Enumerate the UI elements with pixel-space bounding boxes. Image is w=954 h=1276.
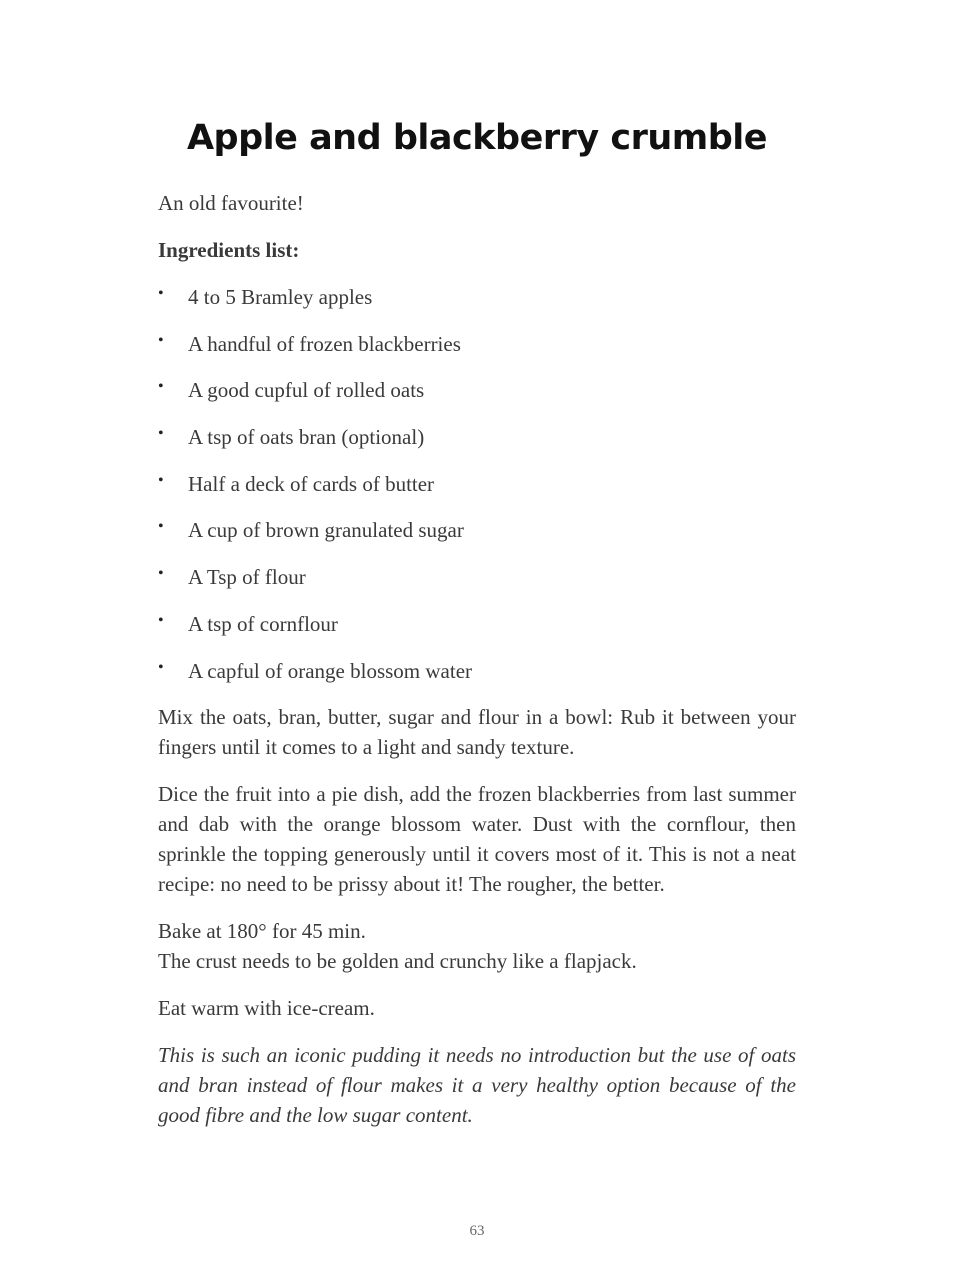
- ingredient-text: A tsp of cornflour: [188, 611, 338, 636]
- bake-line-1: Bake at 180° for 45 min.: [158, 919, 366, 944]
- ingredient-text: A tsp of oats bran (optional): [188, 425, 425, 450]
- bullet-icon: •: [158, 611, 164, 629]
- ingredient-item: [158, 656, 796, 686]
- method-step-1: Mix the oats, bran, butter, sugar and flour in a bowl: Rub it between your fingers until it comes to a light and sandy texture.: [158, 705, 796, 760]
- ingredient-item: [158, 562, 796, 592]
- ingredient-item: [158, 515, 796, 545]
- ingredient-item: [158, 375, 796, 405]
- bullet-icon: •: [158, 331, 164, 349]
- bake-line-2: The crust needs to be golden and crunchy like a flapjack.: [158, 949, 637, 974]
- ingredient-text: A capful of orange blossom water: [188, 658, 473, 683]
- ingredient-item: [158, 609, 796, 639]
- ingredient-item: [158, 282, 796, 312]
- bullet-icon: •: [158, 518, 164, 536]
- ingredient-text: A Tsp of flour: [188, 565, 306, 590]
- serving-suggestion: Eat warm with ice-cream.: [158, 996, 375, 1021]
- recipe-intro: An old favourite!: [158, 191, 304, 215]
- ingredient-text: A cup of brown granulated sugar: [188, 518, 464, 543]
- recipe-body: [158, 188, 796, 1147]
- author-note: This is such an iconic pudding it needs no introduction but the use of oats and bran instead of flour makes it a very healthy option because of the good fibre and the low sugar content.: [158, 1043, 796, 1128]
- ingredient-item: [158, 422, 796, 452]
- bullet-icon: •: [158, 425, 164, 443]
- recipe-title: Apple and blackberry crumble: [186, 118, 768, 158]
- ingredient-item: [158, 469, 796, 499]
- bullet-icon: •: [158, 658, 164, 676]
- bullet-icon: •: [158, 565, 164, 583]
- bullet-icon: •: [158, 378, 164, 396]
- ingredients-list: [158, 282, 796, 686]
- ingredient-item: [158, 329, 796, 359]
- page-number: 63: [469, 1223, 485, 1239]
- ingredient-text: 4 to 5 Bramley apples: [188, 285, 373, 309]
- method-step-2: Dice the fruit into a pie dish, add the frozen blackberries from last summer and dab with the orange blossom water. Dust with the cornflour, then sprinkle the topping generously until it covers most of it. This is not a neat recipe: no need to be prissy about it! The rougher, the better.: [158, 782, 796, 897]
- ingredients-heading: Ingredients list:: [158, 238, 300, 262]
- bullet-icon: •: [158, 285, 164, 302]
- ingredient-text: A good cupful of rolled oats: [188, 378, 425, 403]
- bake-instructions: [158, 916, 796, 976]
- ingredient-text: A handful of frozen blackberries: [188, 331, 461, 356]
- bullet-icon: •: [158, 471, 164, 489]
- ingredient-text: Half a deck of cards of butter: [188, 471, 435, 496]
